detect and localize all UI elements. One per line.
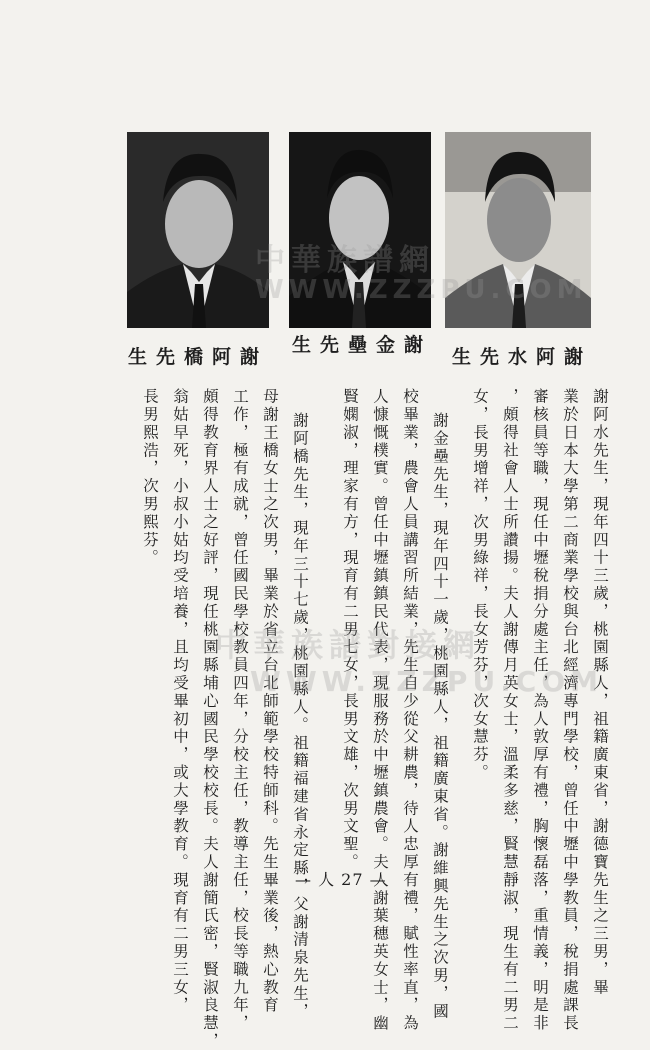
page-number: — 人 27 — — [295, 870, 387, 889]
text-column: 業於日本大學第二商業學校與台北經濟專門學校，曾任中壢中學教員，稅捐處課長 — [561, 388, 579, 1033]
text-column: 校畢業，農會人員講習所結業，先生自少從父耕農，待人忠厚有禮，賦性率直，為 — [401, 388, 419, 1033]
text-column: 賢嫻淑，理家有方，現育有二男七女，長男文雄，次男文聖。 — [341, 388, 359, 872]
caption-xie-ashui: 謝阿水先生 — [451, 345, 592, 368]
caption-xie-jinlei: 謝金壘先生 — [291, 333, 432, 356]
watermark-text: 中華族譜對接網 — [215, 626, 482, 664]
text-column: 頗得教育界人士之好評，現任桃園縣埔心國民學校校長。夫人謝簡氏密，賢淑良慧， — [201, 388, 219, 1050]
text-column: 謝阿水先生，現年四十三歲，桃園縣人，祖籍廣東省，謝德寶先生之三男，畢 — [591, 388, 609, 997]
text-column: 謝阿橋先生，現年三十七歲，桃園縣人。祖籍福建省永定縣，父謝清泉先生， — [291, 412, 309, 1021]
text-column: 長男熙浩，次男熙芬。 — [141, 388, 159, 567]
portrait-photo-xie-jinlei — [289, 132, 431, 328]
portrait-photo-xie-aqiao — [127, 132, 269, 328]
watermark-text: 中華族譜網 — [255, 243, 435, 278]
text-column: 翁姑早死，小叔小姑均受培養，且均受畢初中，或大學教育。現育有二男三女， — [171, 388, 189, 1015]
text-column: 女，長男增祥，次男綠祥，長女芳芬，次女慧芬。 — [471, 388, 489, 782]
watermark-url: WWW.ZZZPU.COM — [250, 665, 604, 698]
portrait-image — [445, 132, 591, 328]
portrait-photo-xie-ashui — [445, 132, 591, 328]
watermark-url: WWW.ZZZPU.COM — [255, 275, 588, 305]
portrait-image — [289, 132, 431, 328]
text-column: 審核員等職，現任中壢稅捐分處主任，為人敦厚有禮，胸懷磊落，重情義，明是非 — [531, 388, 549, 1033]
text-column: 工作，極有成就，曾任國民學校教員四年，分校主任，教導主任，校長等職九年， — [231, 388, 249, 1033]
text-column: 人慷慨樸實。曾任中壢鎮鎮民代表，現服務於中壢鎮農會。夫人謝葉穗英女士，幽 — [371, 388, 389, 1033]
text-column: 母謝王橋女士之次男，畢業於省立台北師範學校特師科。先生畢業後，熱心教育 — [261, 388, 279, 1015]
portrait-image — [127, 132, 269, 328]
text-column: 謝金壘先生，現年四十一歲，桃園縣人，祖籍廣東省。謝維興先生之次男，國 — [431, 412, 449, 1021]
caption-xie-aqiao: 謝阿橋先生 — [127, 345, 268, 368]
text-column: ，頗得社會人士所讚揚。夫人謝傳月英女士，溫柔多慈，賢慧靜淑，現生有二男二 — [501, 388, 519, 1033]
